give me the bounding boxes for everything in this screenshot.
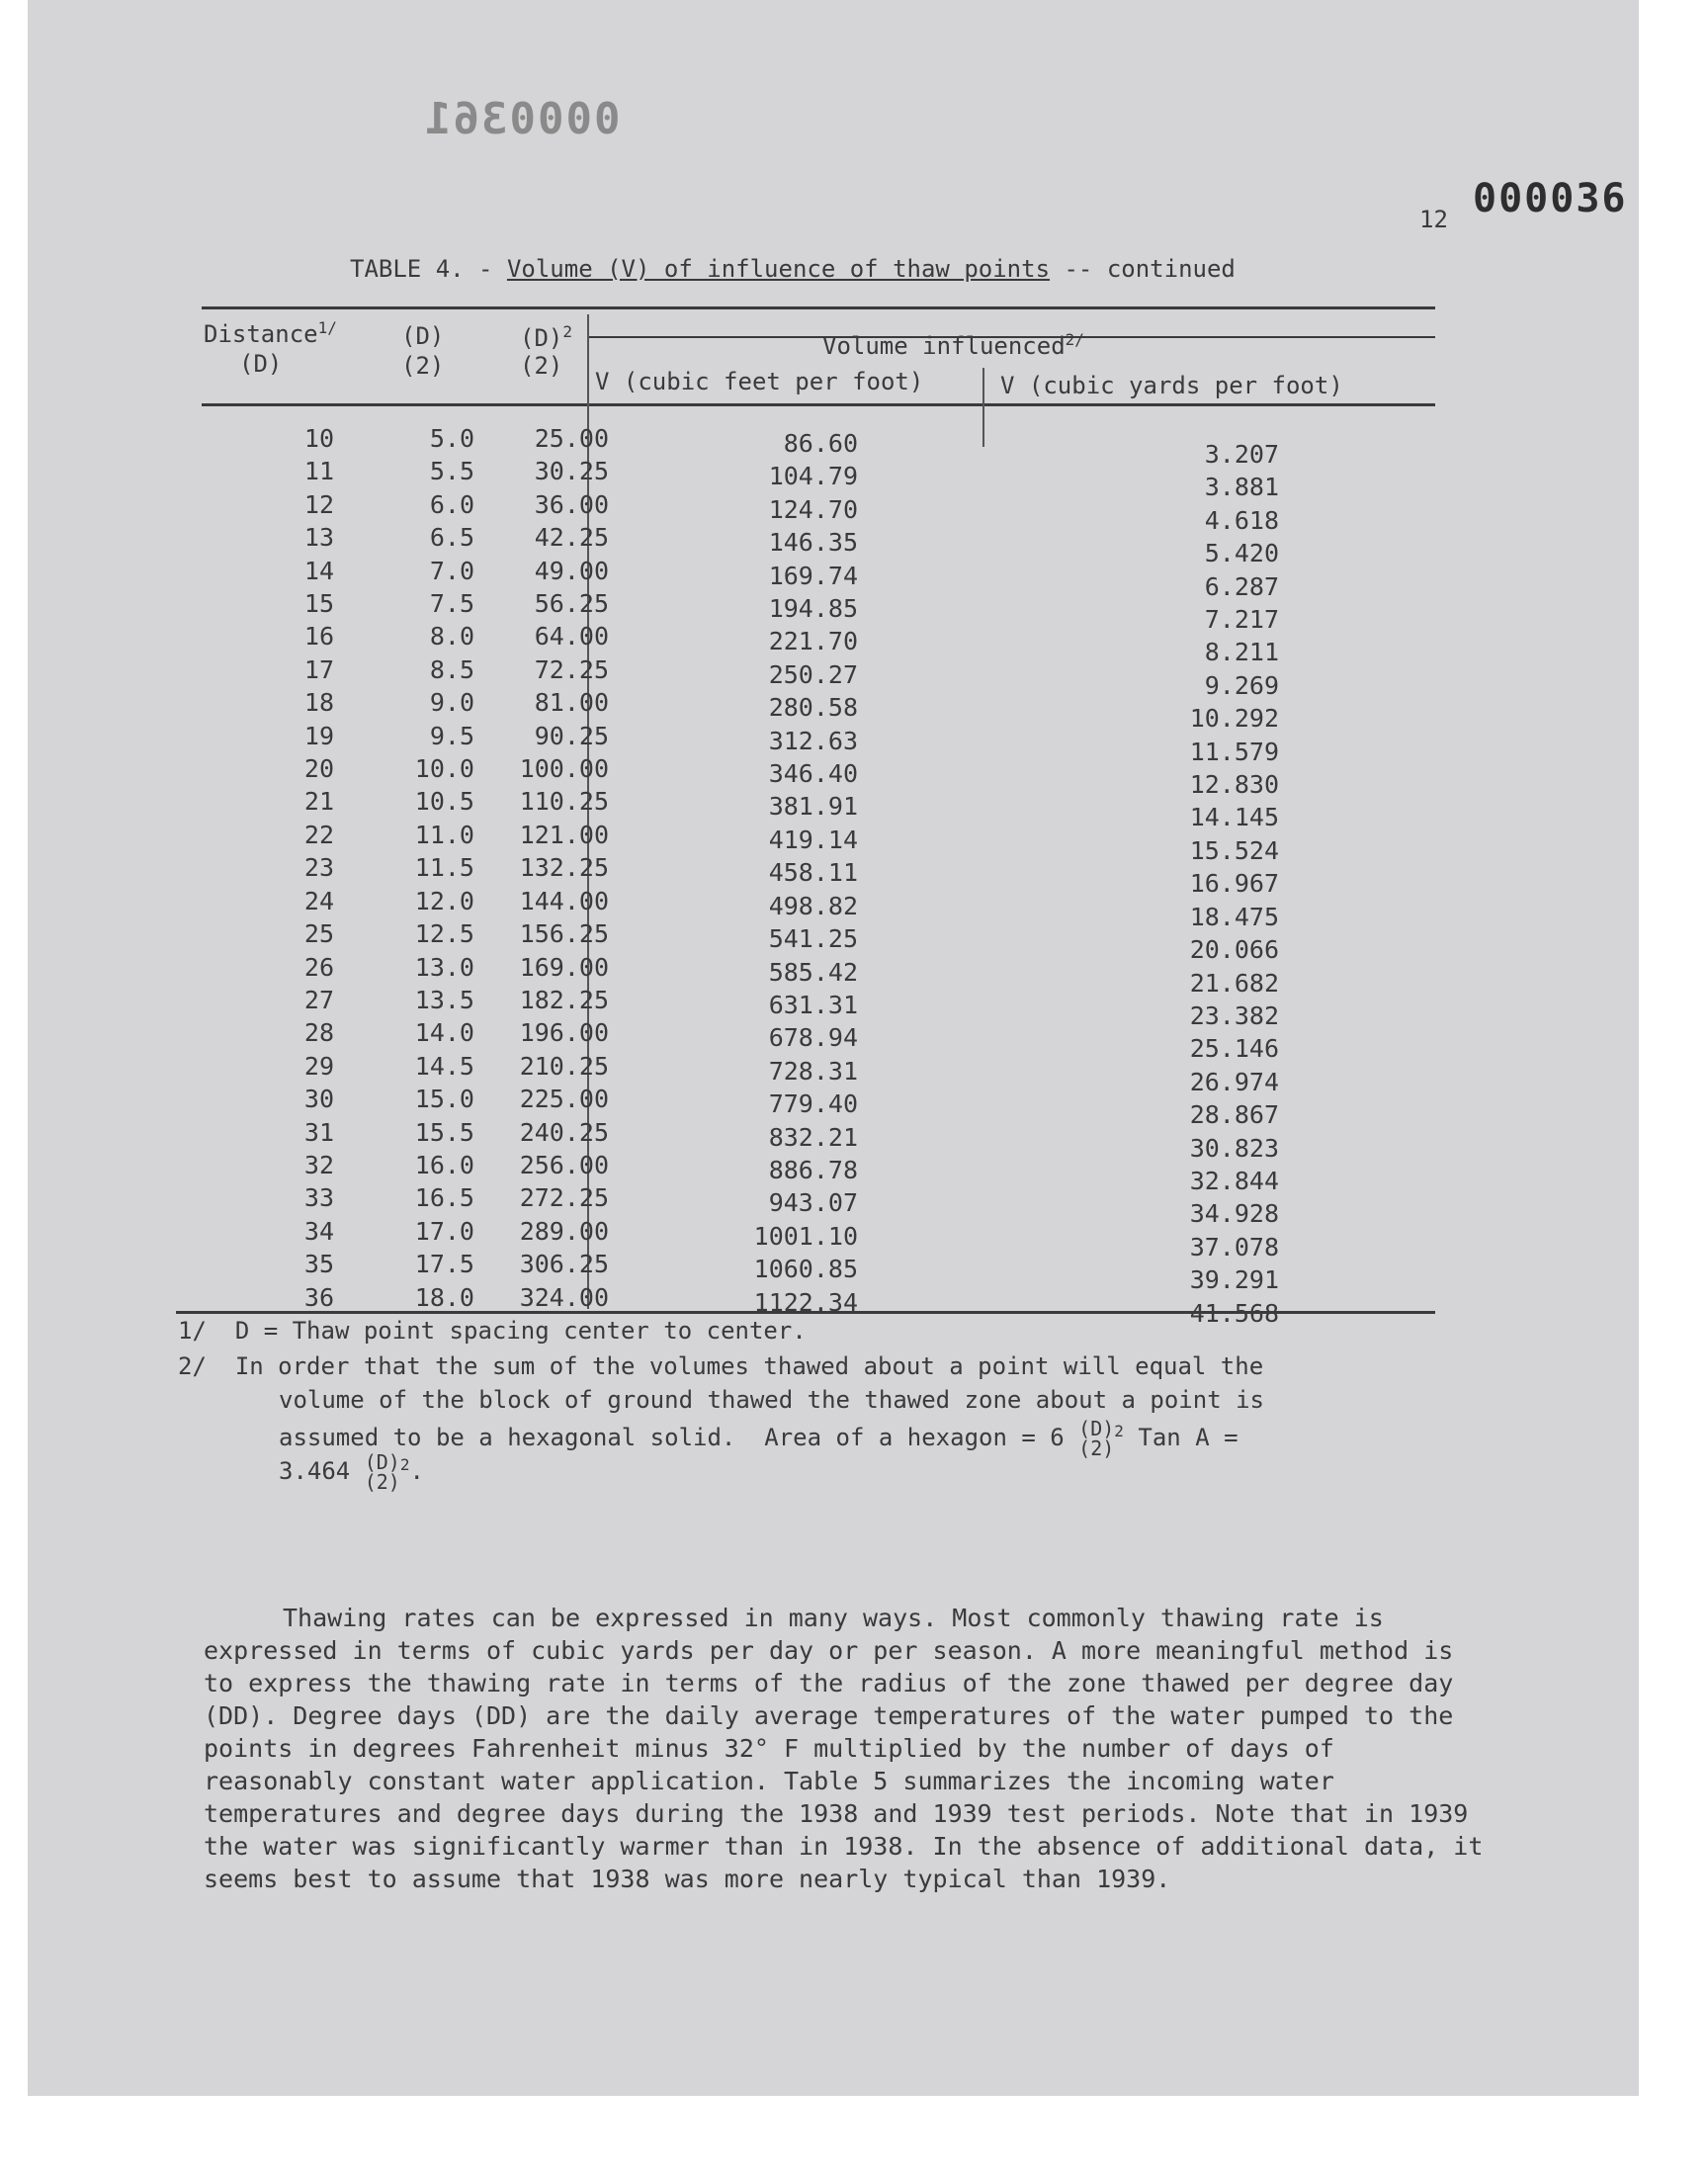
half-distance-cell: 12.5 [414, 919, 474, 949]
cubic-feet-cell: 1060.85 [753, 1255, 858, 1284]
cubic-feet-cell: 146.35 [768, 528, 858, 558]
half-squared-cell: 36.00 [534, 489, 609, 519]
cubic-yards-cell: 25.146 [1189, 1034, 1279, 1064]
cubic-feet-cell: 280.58 [768, 693, 858, 723]
half-squared-cell: 121.00 [519, 820, 609, 849]
footnote-1: 1/ D = Thaw point spacing center to center. [178, 1317, 807, 1345]
footnote-2-line-2: volume of the block of ground thawed the thawed zone about a point is [279, 1386, 1264, 1414]
cubic-feet-cell: 832.21 [768, 1122, 858, 1152]
half-squared-cell: 56.25 [534, 589, 609, 619]
half-squared-cell: 306.25 [519, 1250, 609, 1279]
half-squared-cell: 64.00 [534, 622, 609, 652]
cubic-feet-cell: 346.40 [768, 759, 858, 789]
half-squared-cell: 110.25 [519, 787, 609, 817]
distance-cell: 22 [303, 820, 334, 849]
cubic-yards-cell: 39.291 [1189, 1265, 1279, 1295]
cubic-feet-cell: 458.11 [768, 858, 858, 888]
distance-cell: 16 [303, 622, 334, 652]
cubic-yards-cell: 10.292 [1189, 704, 1279, 734]
half-squared-cell: 182.25 [519, 985, 609, 1014]
distance-unit-header: (D) [239, 350, 283, 378]
half-squared-cell: 132.25 [519, 853, 609, 883]
cubic-yards-cell: 11.579 [1189, 737, 1279, 766]
half-squared-cell: 72.25 [534, 654, 609, 684]
table-title-suffix: -- continued [1050, 255, 1236, 283]
half-distance-cell: 13.5 [414, 985, 474, 1014]
distance-cell: 25 [303, 919, 334, 949]
cubic-yards-cell: 3.207 [1204, 440, 1279, 469]
cubic-yards-cell: 4.618 [1204, 505, 1279, 535]
half-distance-cell: 6.0 [429, 489, 474, 519]
half-distance-cell: 16.5 [414, 1183, 474, 1213]
cubic-feet-cell: 631.31 [768, 990, 858, 1019]
cubic-feet-cell: 312.63 [768, 726, 858, 755]
half-distance-cell: 5.5 [429, 457, 474, 486]
half-distance-cell: 14.0 [414, 1018, 474, 1048]
half-squared-cell: 49.00 [534, 556, 609, 585]
half-distance-cell: 15.5 [414, 1117, 474, 1147]
half-squared-cell: 272.25 [519, 1183, 609, 1213]
half-squared-cell: 225.00 [519, 1085, 609, 1114]
cubic-yards-header: V (cubic yards per foot) [1000, 372, 1343, 399]
half-distance-cell: 5.0 [429, 424, 474, 453]
half-distance-cell: 10.0 [414, 754, 474, 784]
cubic-yards-cell: 26.974 [1189, 1067, 1279, 1096]
footnote-2: 2/ In order that the sum of the volumes thawed about a point will equal the [178, 1352, 1264, 1380]
half-squared-cell: 210.25 [519, 1051, 609, 1081]
distance-cell: 30 [303, 1085, 334, 1114]
cubic-feet-cell: 194.85 [768, 594, 858, 624]
half-squared-cell: 42.25 [534, 523, 609, 553]
table-title [350, 255, 1236, 283]
distance-cell: 10 [303, 424, 334, 453]
half-distance-column [354, 422, 474, 1314]
cubic-feet-cell: 1001.10 [753, 1221, 858, 1251]
cubic-feet-cell: 678.94 [768, 1023, 858, 1053]
cubic-feet-cell: 728.31 [768, 1056, 858, 1086]
table-title-prefix: TABLE 4. - [350, 255, 507, 283]
volume-group-header: Volume influenced$^{2/}$ [822, 330, 1084, 360]
paragraph-text: Thawing rates can be expressed in many ways. Most commonly thawing rate is expressed in terms of cubic yards per day or per season. A more meaningful method is to express the thawing rate in terms of the radius of the zone thawed per degree day (DD). Degree days (DD) are the daily average temperatures of the water pumped to the points in degrees Fahrenheit minus 32° F multiplied by the number of days of reasonably constant water application. Table 5 summarizes the incoming water temperatures and degree days during the 1938 and 1939 test periods. Note that in 1939 the water was significantly warmer than in 1938. In the absence of additional data, it seems best to assume that 1938 was more nearly typical than 1939. [204, 1604, 1484, 1893]
cubic-yards-cell: 9.269 [1204, 670, 1279, 700]
distance-cell: 29 [303, 1051, 334, 1081]
distance-cell: 31 [303, 1117, 334, 1147]
half-squared-header-bottom: (2) [520, 352, 563, 380]
fraction-d-over-2-b: (D) (2) [364, 1450, 400, 1494]
half-distance-cell: 16.0 [414, 1150, 474, 1179]
cubic-yards-cell: 37.078 [1189, 1232, 1279, 1262]
half-distance-cell: 15.0 [414, 1085, 474, 1114]
half-squared-cell: 144.00 [519, 886, 609, 915]
cubic-feet-cell: 221.70 [768, 627, 858, 656]
body-paragraph [204, 1602, 1489, 1895]
half-squared-cell: 256.00 [519, 1150, 609, 1179]
distance-cell: 33 [303, 1183, 334, 1213]
half-squared-header-top: $(D)^2$ [520, 322, 572, 352]
half-squared-cell: 100.00 [519, 754, 609, 784]
cubic-yards-cell: 7.217 [1204, 605, 1279, 635]
half-squared-cell: 25.00 [534, 424, 609, 453]
cubic-feet-cell: 250.27 [768, 659, 858, 689]
half-distance-cell: 10.5 [414, 787, 474, 817]
half-distance-header-top: (D) [401, 322, 445, 350]
half-squared-cell: 169.00 [519, 952, 609, 982]
table-title-main: Volume (V) of influence of thaw points [506, 255, 1051, 283]
cubic-feet-cell: 104.79 [768, 462, 858, 491]
footnote-2-line-3: assumed to be a hexagonal solid. Area of a hexagon = 6 (D) $(2)^2$ Tan A = [279, 1417, 1238, 1460]
cubic-yards-column [1115, 438, 1279, 1330]
cubic-yards-cell: 23.382 [1189, 1000, 1279, 1030]
distance-cell: 11 [303, 457, 334, 486]
cubic-yards-cell: 18.475 [1189, 902, 1279, 931]
half-squared-cell: 81.00 [534, 688, 609, 718]
table-top-rule [202, 306, 1435, 309]
distance-cell: 17 [303, 654, 334, 684]
distance-cell: 34 [303, 1216, 334, 1246]
half-distance-header-bottom: (2) [401, 352, 445, 380]
document-number-stamp: 000036 [1473, 176, 1628, 221]
header-bottom-rule [202, 403, 1435, 406]
distance-cell: 19 [303, 721, 334, 750]
distance-cell: 32 [303, 1150, 334, 1179]
half-distance-cell: 12.0 [414, 886, 474, 915]
cubic-feet-cell: 1122.34 [753, 1287, 858, 1317]
distance-cell: 24 [303, 886, 334, 915]
cubic-feet-cell: 169.74 [768, 561, 858, 590]
distance-cell: 23 [303, 853, 334, 883]
cubic-yards-cell: 6.287 [1204, 571, 1279, 601]
distance-cell: 18 [303, 688, 334, 718]
cubic-yards-cell: 12.830 [1189, 770, 1279, 800]
mirrored-stamp: 0000361 [423, 94, 621, 144]
half-distance-cell: 9.5 [429, 721, 474, 750]
distance-cell: 20 [303, 754, 334, 784]
half-distance-cell: 11.0 [414, 820, 474, 849]
cubic-yards-cell: 41.568 [1189, 1298, 1279, 1328]
half-squared-column [482, 422, 609, 1314]
page-number: 12 [1419, 206, 1448, 233]
cubic-feet-header: V (cubic feet per foot) [595, 368, 924, 395]
cubic-feet-cell: 541.25 [768, 924, 858, 954]
column-divider-volume [982, 368, 984, 447]
cubic-feet-cell: 86.60 [783, 429, 858, 458]
cubic-yards-cell: 34.928 [1189, 1199, 1279, 1229]
distance-cell: 15 [303, 589, 334, 619]
half-squared-cell: 30.25 [534, 457, 609, 486]
half-distance-cell: 18.0 [414, 1282, 474, 1312]
half-distance-cell: 17.5 [414, 1250, 474, 1279]
distance-cell: 13 [303, 523, 334, 553]
distance-cell: 36 [303, 1282, 334, 1312]
cubic-yards-cell: 28.867 [1189, 1100, 1279, 1130]
cubic-yards-cell: 32.844 [1189, 1166, 1279, 1195]
cubic-yards-cell: 8.211 [1204, 638, 1279, 667]
distance-cell: 26 [303, 952, 334, 982]
half-distance-cell: 6.5 [429, 523, 474, 553]
distance-cell: 14 [303, 556, 334, 585]
half-squared-cell: 289.00 [519, 1216, 609, 1246]
half-distance-cell: 14.5 [414, 1051, 474, 1081]
half-squared-cell: 90.25 [534, 721, 609, 750]
distance-cell: 35 [303, 1250, 334, 1279]
cubic-feet-cell: 419.14 [768, 825, 858, 854]
cubic-feet-cell: 779.40 [768, 1089, 858, 1119]
cubic-feet-cell: 886.78 [768, 1155, 858, 1184]
distance-header: Distance$^{1/}$ [204, 318, 337, 348]
half-squared-cell: 196.00 [519, 1018, 609, 1048]
cubic-feet-cell: 498.82 [768, 891, 858, 920]
cubic-yards-cell: 21.682 [1189, 968, 1279, 998]
distance-cell: 12 [303, 489, 334, 519]
half-squared-cell: 324.00 [519, 1282, 609, 1312]
distance-column [255, 422, 334, 1314]
half-distance-cell: 7.0 [429, 556, 474, 585]
distance-cell: 28 [303, 1018, 334, 1048]
cubic-feet-cell: 124.70 [768, 494, 858, 524]
half-squared-cell: 156.25 [519, 919, 609, 949]
cubic-feet-cell: 381.91 [768, 792, 858, 822]
cubic-yards-cell: 20.066 [1189, 935, 1279, 965]
distance-cell: 27 [303, 985, 334, 1014]
cubic-feet-cell: 943.07 [768, 1188, 858, 1218]
distance-cell: 21 [303, 787, 334, 817]
half-distance-cell: 8.0 [429, 622, 474, 652]
cubic-yards-cell: 14.145 [1189, 803, 1279, 832]
cubic-feet-column [700, 427, 858, 1319]
cubic-yards-cell: 16.967 [1189, 869, 1279, 899]
cubic-yards-cell: 30.823 [1189, 1133, 1279, 1163]
half-squared-cell: 240.25 [519, 1117, 609, 1147]
footnote-2-line-4: 3.464 (D) $(2)^2$. [279, 1450, 424, 1494]
half-distance-cell: 9.0 [429, 688, 474, 718]
cubic-yards-cell: 3.881 [1204, 473, 1279, 502]
cubic-yards-cell: 5.420 [1204, 539, 1279, 568]
cubic-feet-cell: 585.42 [768, 957, 858, 987]
fraction-d-over-2: (D) (2) [1078, 1417, 1115, 1460]
half-distance-cell: 7.5 [429, 589, 474, 619]
half-distance-cell: 8.5 [429, 654, 474, 684]
cubic-yards-cell: 15.524 [1189, 835, 1279, 865]
half-distance-cell: 17.0 [414, 1216, 474, 1246]
half-distance-cell: 13.0 [414, 952, 474, 982]
document-page [28, 0, 1639, 2096]
half-distance-cell: 11.5 [414, 853, 474, 883]
